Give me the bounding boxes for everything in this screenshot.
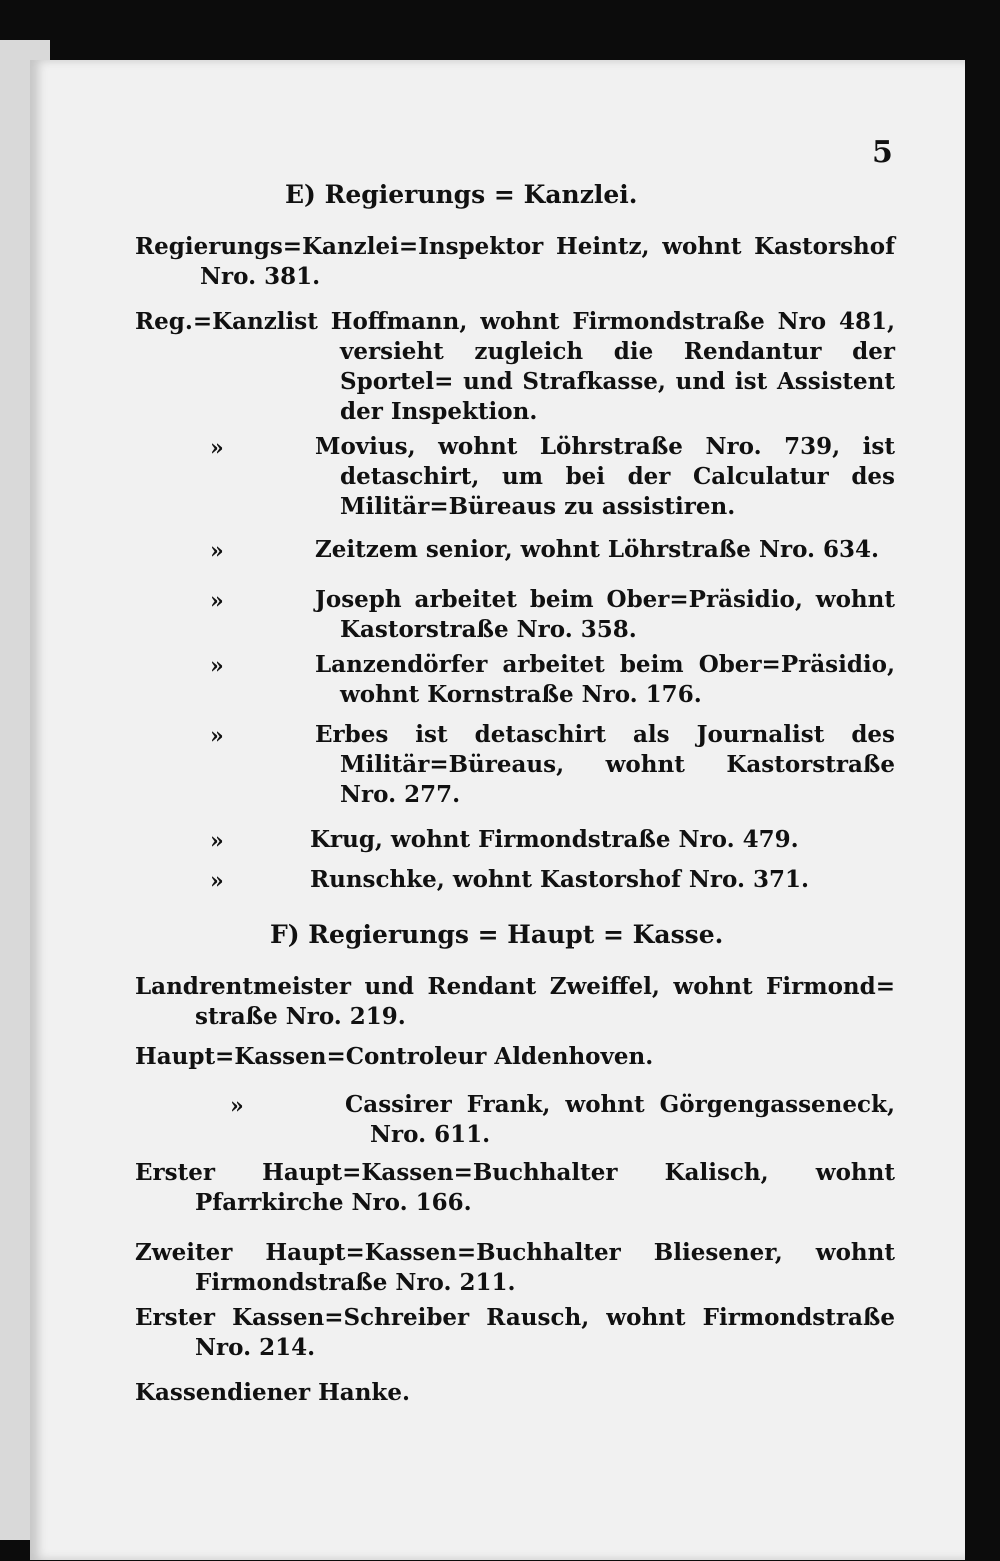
entry-controleur (135, 1042, 895, 1072)
entry-cassirer (210, 1090, 895, 1150)
entry-line: detaschirt, um bei der Calculatur des (340, 463, 895, 490)
entry-line: Joseph arbeitet beim Ober=Präsidio, wohnt (315, 586, 895, 613)
entry-line: Zeitzem senior, wohnt Löhrstraße Nro. 634. (315, 536, 880, 563)
ditto-mark: » (210, 868, 224, 894)
ditto-mark: » (210, 653, 224, 679)
entry-line: Lanzendörfer arbeitet beim Ober=Präsidio, (315, 651, 895, 678)
entry-line: Firmondstraße Nro. 211. (195, 1269, 516, 1296)
entry-zeitzem (210, 535, 895, 565)
entry-line: Zweiter Haupt=Kassen=Buchhalter Bliesener, wohnt (135, 1239, 895, 1266)
entry-line: Erster Kassen=Schreiber Rausch, wohnt Firmondstraße (135, 1304, 895, 1331)
entry-line: versieht zugleich die Rendantur der (340, 338, 895, 365)
book-page (30, 60, 965, 1560)
ditto-mark: » (210, 588, 224, 614)
ditto-mark: » (210, 723, 224, 749)
entry-line: Erbes ist detaschirt als Journalist des (315, 721, 895, 748)
entry-line: Nro. 381. (200, 263, 321, 290)
entry-kanzlei-inspektor (135, 232, 895, 292)
entry-line: Kastorstraße Nro. 358. (340, 616, 637, 643)
entry-line: Nro. 277. (340, 781, 461, 808)
entry-line: Reg.=Kanzlist Hoffmann, wohnt Firmondstraße Nro 481, (135, 308, 895, 335)
entry-kanzlist-hoffmann (135, 307, 895, 427)
page-number: 5 (872, 135, 893, 170)
section-title-e: E) Regierungs = Kanzlei. (285, 180, 638, 209)
entry-kassendiener (135, 1378, 895, 1408)
entry-line: Krug, wohnt Firmondstraße Nro. 479. (310, 826, 799, 853)
entry-line: Regierungs=Kanzlei=Inspektor Heintz, wohnt Kastorshof (135, 233, 895, 260)
entry-lanzendoerfer (210, 650, 895, 710)
entry-zweiter-buchhalter (135, 1238, 895, 1298)
entry-line: Movius, wohnt Löhrstraße Nro. 739, ist (315, 433, 895, 460)
entry-line: der Inspektion. (340, 398, 538, 425)
ditto-mark: » (230, 1093, 244, 1119)
entry-line: Cassirer Frank, wohnt Görgengasseneck, (345, 1091, 895, 1118)
entry-krug (210, 825, 895, 855)
ditto-mark: » (210, 435, 224, 461)
entry-line: Landrentmeister und Rendant Zweiffel, wohnt Firmond= (135, 973, 895, 1000)
ditto-mark: » (210, 538, 224, 564)
ditto-mark: » (210, 828, 224, 854)
entry-line: Militär=Büreaus zu assistiren. (340, 493, 736, 520)
entry-line: Kassendiener Hanke. (135, 1379, 411, 1406)
entry-line: straße Nro. 219. (195, 1003, 406, 1030)
entry-line: Runschke, wohnt Kastorshof Nro. 371. (310, 866, 809, 893)
entry-erbes (210, 720, 895, 810)
entry-kassen-schreiber (135, 1303, 895, 1363)
entry-line: wohnt Kornstraße Nro. 176. (340, 681, 702, 708)
entry-line: Pfarrkirche Nro. 166. (195, 1189, 472, 1216)
entry-line: Sportel= und Strafkasse, und ist Assistent (340, 368, 895, 395)
entry-erster-buchhalter (135, 1158, 895, 1218)
entry-line: Nro. 611. (370, 1121, 491, 1148)
entry-line: Haupt=Kassen=Controleur Aldenhoven. (135, 1043, 654, 1070)
section-title-f: F) Regierungs = Haupt = Kasse. (270, 920, 724, 949)
entry-runschke (210, 865, 895, 895)
entry-joseph (210, 585, 895, 645)
entry-line: Militär=Büreaus, wohnt Kastorstraße (340, 751, 895, 778)
entry-landrentmeister (135, 972, 895, 1032)
entry-line: Erster Haupt=Kassen=Buchhalter Kalisch, wohnt (135, 1159, 895, 1186)
entry-movius (210, 432, 895, 522)
entry-line: Nro. 214. (195, 1334, 316, 1361)
